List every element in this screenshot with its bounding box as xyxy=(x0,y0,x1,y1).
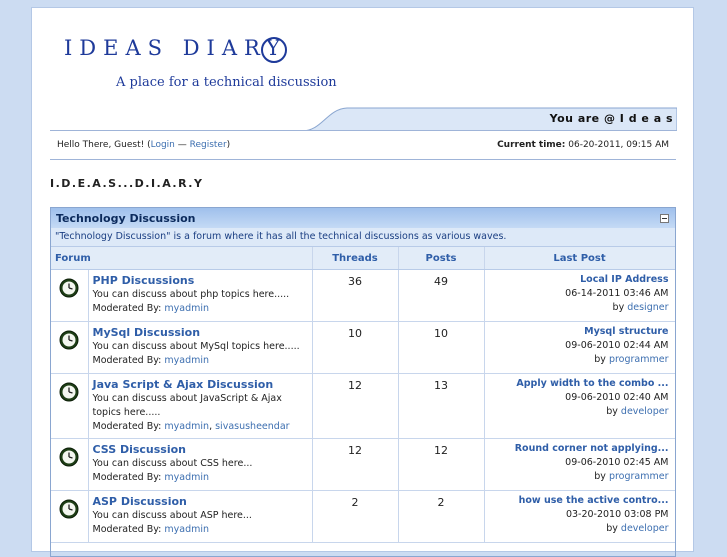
table-header-row xyxy=(51,247,675,270)
register-link[interactable]: Register xyxy=(189,140,227,150)
last-post-user-link[interactable]: programmer xyxy=(608,471,669,482)
forum-rows xyxy=(51,270,675,543)
last-post-user-link[interactable]: designer xyxy=(627,302,669,313)
last-post-link[interactable]: Round corner not applying... xyxy=(514,443,669,454)
thread-count: 12 xyxy=(312,439,398,491)
forum-info-cell xyxy=(88,491,312,543)
column-forum: Forum xyxy=(51,247,312,270)
moderator-link[interactable]: myadmin xyxy=(164,355,210,366)
site-logo[interactable] xyxy=(64,28,337,98)
last-post-author: by programmer xyxy=(594,471,669,482)
forum-moderators: Moderated By: myadmin, sivasusheendar xyxy=(92,421,290,432)
last-post-cell xyxy=(484,270,675,322)
last-post-user-link[interactable]: developer xyxy=(620,523,669,534)
last-post-link[interactable]: Mysql structure xyxy=(584,326,669,337)
forum-description: You can discuss about JavaScript & Ajax topics here..... xyxy=(92,393,282,418)
login-link[interactable]: Login xyxy=(150,140,175,150)
forum-status-cell xyxy=(51,322,88,374)
thread-count: 12 xyxy=(312,374,398,439)
current-time: Current time: 06-20-2011, 09:15 AM xyxy=(497,140,669,150)
category-title[interactable]: Technology Discussion xyxy=(56,212,196,225)
forum-moderators: Moderated By: myadmin xyxy=(92,472,210,483)
category-header xyxy=(51,208,675,228)
forum-description: You can discuss about php topics here..... xyxy=(92,289,290,300)
forum-table xyxy=(51,247,676,543)
moderator-link[interactable]: myadmin xyxy=(164,421,210,432)
moderator-link[interactable]: sivasusheendar xyxy=(215,421,290,432)
forum-status-cell xyxy=(51,439,88,491)
forum-title-link[interactable]: ASP Discussion xyxy=(92,495,187,508)
clock-icon xyxy=(59,499,79,519)
column-last-post: Last Post xyxy=(484,247,675,270)
last-post-user-link[interactable]: programmer xyxy=(608,354,669,365)
category-description: "Technology Discussion" is a forum where it has all the technical discussions as various waves. xyxy=(51,228,675,247)
user-info-bar xyxy=(50,130,676,160)
post-count: 2 xyxy=(398,491,484,543)
category-technology-discussion xyxy=(50,207,676,557)
forum-status-cell xyxy=(51,270,88,322)
post-count: 12 xyxy=(398,439,484,491)
minus-icon[interactable] xyxy=(660,214,669,223)
post-count: 10 xyxy=(398,322,484,374)
last-post-datetime: 03-20-2010 03:08 PM xyxy=(565,509,669,520)
last-post-author: by programmer xyxy=(594,354,669,365)
forum-title-link[interactable]: Java Script & Ajax Discussion xyxy=(92,378,274,391)
post-count: 49 xyxy=(398,270,484,322)
page-container xyxy=(31,7,694,552)
last-post-author: by developer xyxy=(606,523,669,534)
you-are-label: You are @ I d e a s xyxy=(549,112,673,125)
logo-title: IDEAS DIARY xyxy=(64,36,288,60)
thread-count: 10 xyxy=(312,322,398,374)
guest-greeting: Hello There, Guest! (Login — Register) xyxy=(57,140,231,150)
logo-ring-icon xyxy=(261,37,287,63)
table-row xyxy=(51,270,675,322)
forum-status-cell xyxy=(51,491,88,543)
last-post-link[interactable]: how use the active contro... xyxy=(518,495,669,506)
forum-info-cell xyxy=(88,439,312,491)
site-heading: I.D.E.A.S...D.I.A.R.Y xyxy=(50,177,204,190)
last-post-link[interactable]: Local IP Address xyxy=(580,274,669,285)
forum-status-cell xyxy=(51,374,88,439)
clock-icon xyxy=(59,278,79,298)
forum-title-link[interactable]: CSS Discussion xyxy=(92,443,187,456)
table-row xyxy=(51,439,675,491)
table-row xyxy=(51,491,675,543)
thread-count: 36 xyxy=(312,270,398,322)
last-post-cell xyxy=(484,322,675,374)
clock-icon xyxy=(59,330,79,350)
clock-icon xyxy=(59,382,79,402)
moderator-link[interactable]: myadmin xyxy=(164,303,210,314)
logo-tagline: A place for a technical discussion xyxy=(116,75,337,90)
forum-moderators: Moderated By: myadmin xyxy=(92,303,210,314)
clock-icon xyxy=(59,447,79,467)
last-post-cell xyxy=(484,491,675,543)
last-post-link[interactable]: Apply width to the combo ... xyxy=(516,378,669,389)
forum-description: You can discuss about MySql topics here..... xyxy=(92,341,300,352)
last-post-author: by developer xyxy=(606,406,669,417)
forum-info-cell xyxy=(88,374,312,439)
post-count: 13 xyxy=(398,374,484,439)
last-post-cell xyxy=(484,439,675,491)
forum-moderators: Moderated By: myadmin xyxy=(92,355,210,366)
forum-title-link[interactable]: MySql Discussion xyxy=(92,326,201,339)
last-post-datetime: 06-14-2011 03:46 AM xyxy=(565,288,669,299)
last-post-datetime: 09-06-2010 02:45 AM xyxy=(565,457,669,468)
forum-moderators: Moderated By: myadmin xyxy=(92,524,210,535)
thread-count: 2 xyxy=(312,491,398,543)
forum-title-link[interactable]: PHP Discussions xyxy=(92,274,195,287)
last-post-cell xyxy=(484,374,675,439)
last-post-datetime: 09-06-2010 02:40 AM xyxy=(565,392,669,403)
moderator-link[interactable]: myadmin xyxy=(164,524,210,535)
forum-info-cell xyxy=(88,322,312,374)
moderator-link[interactable]: myadmin xyxy=(164,472,210,483)
forum-description: You can discuss about CSS here... xyxy=(92,458,253,469)
last-post-datetime: 09-06-2010 02:44 AM xyxy=(565,340,669,351)
table-row xyxy=(51,322,675,374)
forum-info-cell xyxy=(88,270,312,322)
last-post-author: by designer xyxy=(612,302,669,313)
column-threads: Threads xyxy=(312,247,398,270)
table-row xyxy=(51,374,675,439)
column-posts: Posts xyxy=(398,247,484,270)
last-post-user-link[interactable]: developer xyxy=(620,406,669,417)
forum-description: You can discuss about ASP here... xyxy=(92,510,252,521)
